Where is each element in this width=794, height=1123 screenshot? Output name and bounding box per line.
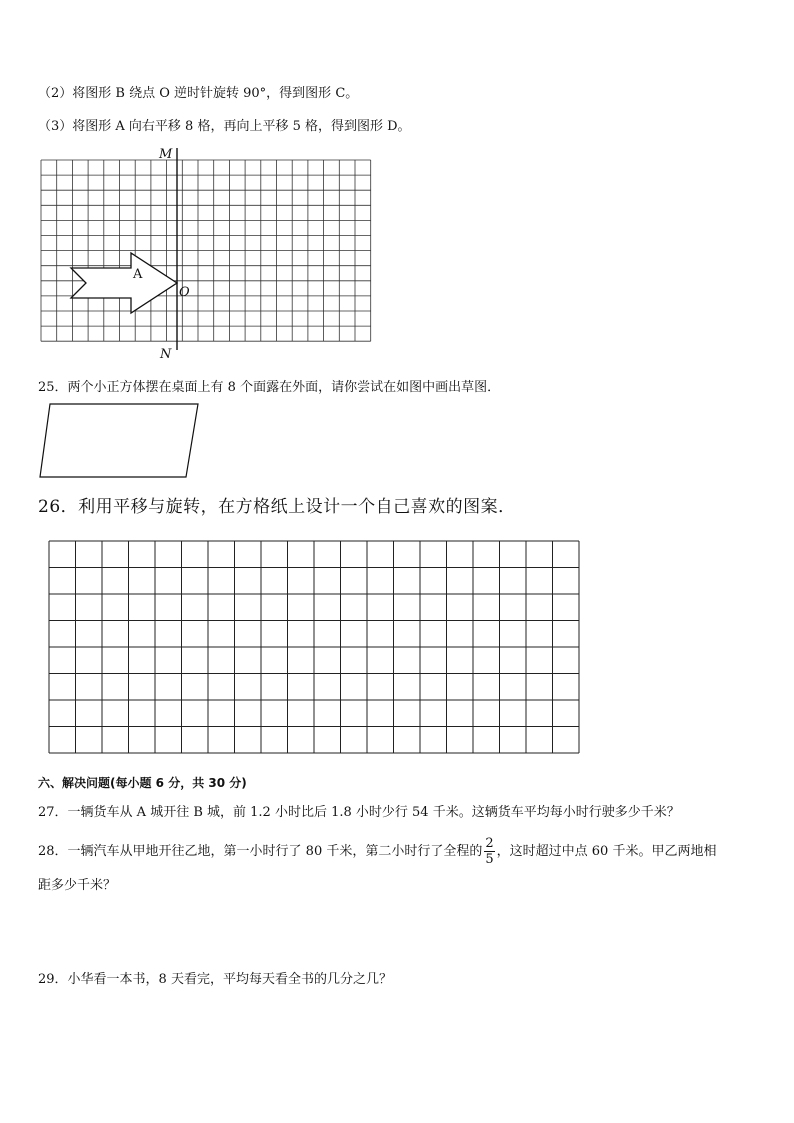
q29-text: 29．小华看一本书，8 天看完，平均每天看全书的几分之几？ bbox=[38, 972, 392, 987]
q28-text bbox=[38, 836, 716, 867]
q28-frac-num: 2 bbox=[485, 836, 494, 851]
shape-a-arrow bbox=[71, 253, 177, 313]
q24-step3-text: （3）将图形 A 向右平移 8 格，再向上平移 5 格，得到图形 D。 bbox=[38, 119, 411, 134]
parallelogram-sketch-area bbox=[38, 401, 202, 481]
q24-step2-text: （2）将图形 B 绕点 O 逆时针旋转 90°，得到图形 C。 bbox=[38, 86, 359, 101]
q26-text: 26．利用平移与旋转，在方格纸上设计一个自己喜欢的图案． bbox=[38, 497, 516, 517]
design-grid[interactable] bbox=[46, 538, 582, 756]
transformation-grid-figure bbox=[36, 140, 381, 365]
grid-lines bbox=[41, 160, 371, 341]
point-o-label: O bbox=[179, 285, 190, 300]
section6-title: 六、解决问题(每小题 6 分，共 30 分) bbox=[38, 776, 247, 790]
axis-label-m: M bbox=[159, 147, 173, 162]
q28-frac-den: 5 bbox=[485, 852, 494, 867]
design-grid-lines bbox=[49, 541, 579, 753]
q28-text-before: 28．一辆汽车从甲地开往乙地，第一小时行了 80 千米，第二小时行了全程的 bbox=[38, 844, 483, 859]
q27-text: 27．一辆货车从 A 城开往 B 城，前 1.2 小时比后 1.8 小时少行 54 千米。这辆货车平均每小时行驶多少千米？ bbox=[38, 805, 680, 820]
q28-fraction bbox=[484, 836, 494, 867]
axis-label-n: N bbox=[160, 347, 172, 362]
q28-text-line2: 距多少千米？ bbox=[38, 878, 117, 893]
parallelogram-shape bbox=[40, 404, 198, 477]
shape-a-label: A bbox=[133, 267, 143, 282]
q28-text-after: ，这时超过中点 60 千米。甲乙两地相 bbox=[496, 844, 717, 859]
q25-text: 25．两个小正方体摆在桌面上有 8 个面露在外面，请你尝试在如图中画出草图． bbox=[38, 380, 501, 395]
